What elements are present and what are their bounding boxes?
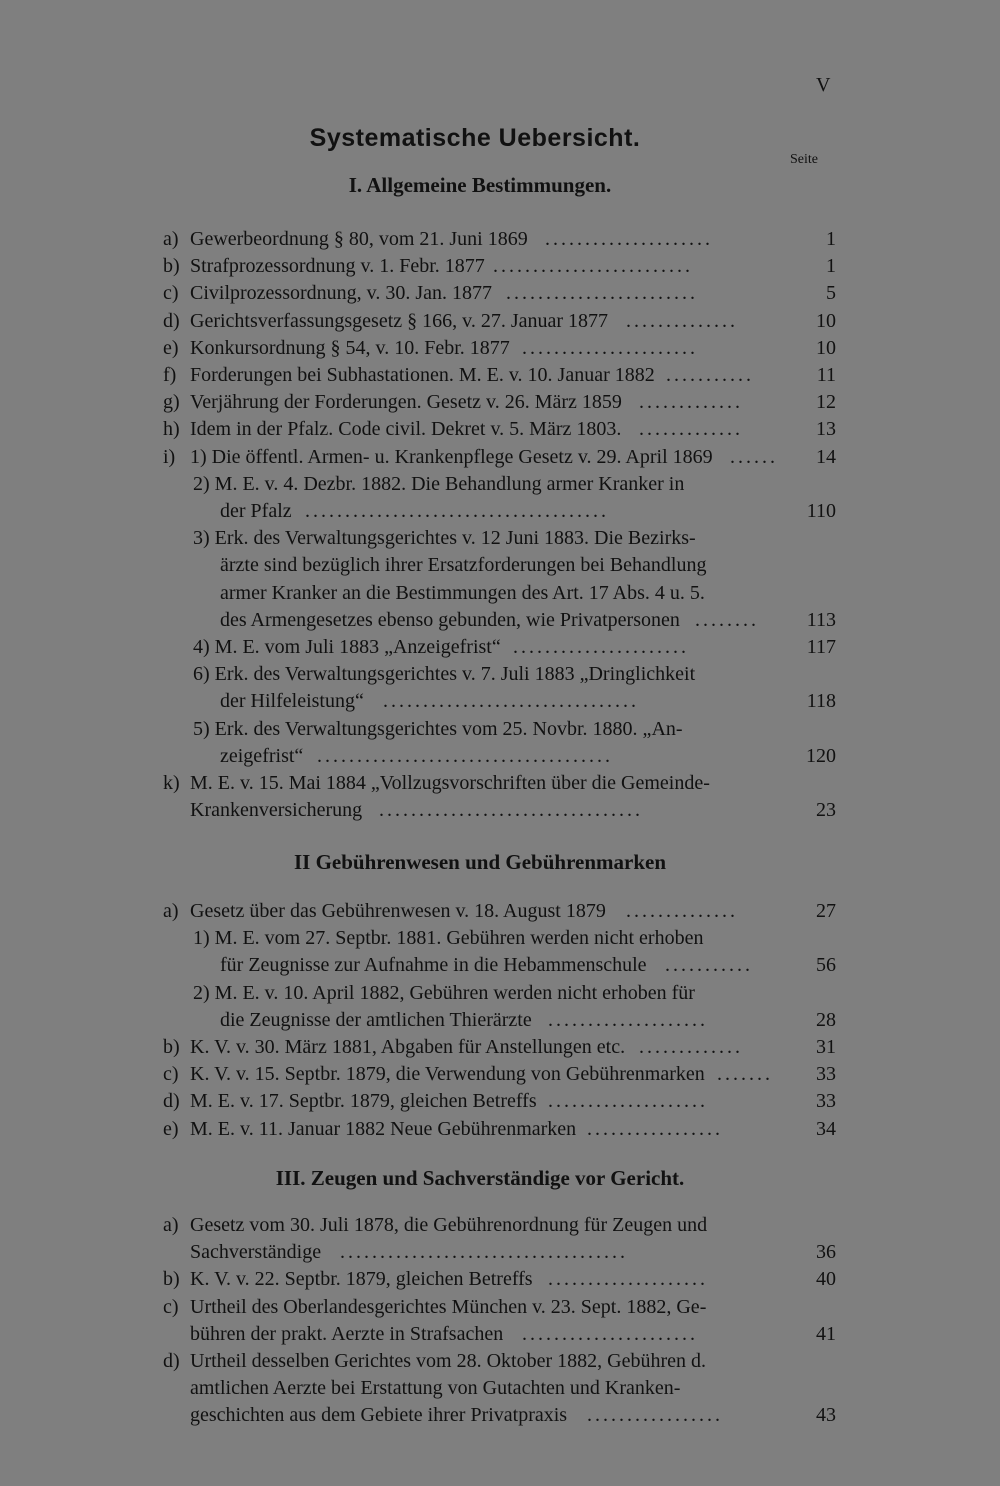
entry-text: Gewerbeordnung § 80, vom 21. Juni 1869: [190, 228, 528, 250]
toc-entry: [163, 980, 838, 1007]
entry-text: Verjährung der Forderungen. Gesetz v. 26. März 1859: [190, 391, 622, 414]
leader-dots: ....................................: [340, 1241, 628, 1264]
entry-text: K. V. v. 30. März 1881, Abgaben für Anstellungen etc.: [190, 1036, 626, 1058]
toc-entry: [163, 362, 838, 389]
toc-entry: [163, 1034, 838, 1061]
entry-text: des Armengesetzes ebenso gebunden, wie Privatpersonen: [220, 608, 680, 631]
entry-text: 2) M. E. v. 10. April 1882, Gebühren werden nicht erhoben für: [193, 981, 695, 1004]
entry-page-number: 28: [816, 1008, 836, 1031]
entry-label: d): [163, 1090, 180, 1113]
section-heading: II Gebührenwesen und Gebührenmarken: [293, 850, 667, 874]
entry-label: f): [163, 364, 177, 386]
entry-text: 6) Erk. des Verwaltungsgerichtes v. 7. Juli 1883 „Dringlichkeit: [193, 663, 696, 686]
leader-dots: ..............: [626, 900, 738, 922]
toc-entry: [163, 416, 838, 443]
leader-dots: ......................: [522, 336, 698, 359]
entry-label: g): [163, 391, 180, 414]
leader-dots: .................: [587, 1117, 723, 1140]
leader-dots: ................................: [383, 690, 639, 713]
page-number: V: [816, 74, 831, 96]
entry-label: k): [163, 772, 180, 794]
entry-label: d): [163, 1350, 180, 1372]
entry-page-number: 36: [816, 1241, 836, 1264]
entry-page-number: 1: [826, 255, 836, 278]
entry-text: armer Kranker an die Bestimmungen des Art. 17 Abs. 4 u. 5.: [220, 581, 705, 604]
leader-dots: .....................................: [317, 744, 613, 767]
toc-entry: [163, 1007, 838, 1034]
toc-entry: [163, 226, 838, 253]
entry-page-number: 110: [806, 500, 836, 522]
toc-entry: [163, 308, 838, 335]
entry-text: Forderungen bei Subhastationen. M. E. v. 10. Januar 1882: [190, 364, 655, 386]
toc-entry: [163, 1348, 838, 1375]
toc-entry: [163, 253, 838, 280]
entry-text: amtlichen Aerzte bei Erstattung von Gutachten und Kranken-: [190, 1377, 681, 1400]
entry-text: 5) Erk. des Verwaltungsgerichtes vom 25. Novbr. 1880. „An-: [193, 717, 683, 740]
entry-text: M. E. v. 15. Mai 1884 „Vollzugsvorschriften über die Gemeinde-: [190, 772, 710, 794]
leader-dots: ....................: [548, 1090, 708, 1113]
leader-dots: .............: [639, 418, 743, 441]
entry-label: a): [163, 1214, 179, 1236]
toc-entry: [163, 661, 838, 688]
entry-page-number: 27: [816, 900, 836, 922]
entry-page-number: 14: [816, 445, 836, 468]
entry-text: zeigefrist“: [220, 744, 304, 767]
leader-dots: ......................................: [305, 500, 609, 522]
entry-page-number: 10: [816, 336, 836, 359]
entry-page-number: 40: [816, 1268, 836, 1291]
toc-entry: [163, 280, 838, 307]
entry-text: K. V. v. 15. Septbr. 1879, die Verwendung von Gebührenmarken: [190, 1063, 705, 1086]
entry-page-number: 43: [816, 1404, 836, 1427]
entry-page-number: 33: [816, 1090, 836, 1113]
entry-label: c): [163, 282, 179, 305]
section-heading: I. Allgemeine Bestimmungen.: [348, 173, 612, 197]
entry-text: 3) Erk. des Verwaltungsgerichtes v. 12 Juni 1883. Die Bezirks-: [193, 527, 696, 550]
toc-entry: [163, 1402, 838, 1429]
entry-text: Urtheil desselben Gerichtes vom 28. Oktober 1882, Gebühren d.: [190, 1350, 706, 1372]
entry-text: M. E. v. 17. Septbr. 1879, gleichen Betreffs: [190, 1090, 537, 1113]
leader-dots: .........................: [493, 255, 693, 278]
leader-dots: ......: [730, 445, 778, 468]
leader-dots: .............: [639, 391, 743, 414]
section-heading: III. Zeugen und Sachverständige vor Gericht.: [275, 1166, 685, 1190]
entry-page-number: 13: [816, 418, 836, 441]
entry-label: e): [163, 336, 179, 359]
toc-entry: [163, 716, 838, 743]
entry-text: geschichten aus dem Gebiete ihrer Privatpraxis: [190, 1404, 568, 1427]
leader-dots: ....................: [548, 1008, 708, 1031]
toc-entry: [163, 898, 838, 925]
toc-entry: [163, 1294, 838, 1321]
entry-text: Civilprozessordnung, v. 30. Jan. 1877: [190, 282, 493, 305]
entry-page-number: 118: [806, 690, 836, 713]
entry-label: b): [163, 255, 180, 278]
entry-text: 1) Die öffentl. Armen- u. Krankenpflege Gesetz v. 29. April 1869: [190, 445, 713, 468]
entry-text: Urtheil des Oberlandesgerichtes München v. 23. Sept. 1882, Ge-: [190, 1295, 707, 1318]
entry-label: h): [163, 418, 180, 441]
entry-text: K. V. v. 22. Septbr. 1879, gleichen Betreffs: [190, 1268, 533, 1291]
entry-text: der Hilfeleistung“: [220, 690, 364, 713]
entry-text: 4) M. E. vom Juli 1883 „Anzeigefrist“: [193, 636, 501, 658]
toc-entry: [163, 1116, 838, 1143]
toc-entry: [163, 1212, 838, 1239]
page-title: Systematische Uebersicht.: [309, 124, 641, 152]
entry-page-number: 120: [806, 744, 836, 767]
entry-label: d): [163, 309, 180, 332]
entry-text: Idem in der Pfalz. Code civil. Dekret v. 5. März 1803.: [190, 418, 622, 441]
entry-text: Strafprozessordnung v. 1. Febr. 1877: [190, 255, 485, 278]
entry-text: 1) M. E. vom 27. Septbr. 1881. Gebühren werden nicht erhoben: [193, 927, 704, 950]
entry-text: M. E. v. 11. Januar 1882 Neue Gebührenmarken: [190, 1117, 577, 1140]
leader-dots: ........................: [506, 282, 698, 305]
entry-page-number: 41: [816, 1322, 836, 1345]
entry-label: c): [163, 1063, 179, 1086]
entry-page-number: 117: [806, 636, 836, 658]
toc-entry: [163, 952, 838, 979]
toc-entry: [163, 1239, 838, 1266]
entry-text: die Zeugnisse der amtlichen Thierärzte: [220, 1008, 532, 1031]
toc-entry: [163, 444, 838, 471]
entry-text: 2) M. E. v. 4. Dezbr. 1882. Die Behandlung armer Kranker in: [193, 472, 685, 495]
entry-text: für Zeugnisse zur Aufnahme in die Hebammenschule: [220, 954, 647, 977]
entry-text: Konkursordnung § 54, v. 10. Febr. 1877: [190, 336, 510, 359]
entry-label: c): [163, 1295, 179, 1318]
entry-page-number: 56: [816, 954, 836, 977]
toc-entry: [163, 471, 838, 498]
leader-dots: .................: [587, 1404, 723, 1427]
entry-label: e): [163, 1117, 179, 1140]
toc-entry: [163, 580, 838, 607]
leader-dots: ....................: [548, 1268, 708, 1291]
entry-page-number: 31: [816, 1036, 836, 1058]
leader-dots: .................................: [379, 799, 643, 822]
leader-dots: .....................: [545, 228, 713, 250]
entry-text: ärzte sind bezüglich ihrer Ersatzforderungen bei Behandlung: [220, 554, 707, 577]
toc-entry: [163, 797, 838, 824]
toc-entry: [163, 1061, 838, 1088]
entry-page-number: 33: [816, 1063, 836, 1086]
entry-text: der Pfalz: [220, 500, 292, 522]
entry-page-number: 12: [816, 391, 836, 414]
entry-label: a): [163, 228, 179, 250]
toc-entry: [163, 770, 838, 797]
entry-page-number: 113: [806, 608, 836, 631]
toc-entry: [163, 1321, 838, 1348]
leader-dots: ......................: [513, 636, 689, 658]
entry-page-number: 10: [816, 309, 836, 332]
toc-entry: [163, 498, 838, 525]
leader-dots: ...........: [666, 364, 754, 386]
entry-label: i): [163, 445, 176, 468]
entry-text: Sachverständige: [190, 1241, 322, 1264]
entry-page-number: 23: [816, 799, 836, 822]
toc-entry: [163, 552, 838, 579]
toc-entry: [163, 607, 838, 634]
leader-dots: ..............: [626, 309, 738, 332]
entry-text: Gesetz vom 30. Juli 1878, die Gebührenordnung für Zeugen und: [190, 1214, 708, 1236]
entry-text: Krankenversicherung: [190, 799, 363, 822]
leader-dots: ........: [695, 608, 759, 631]
toc-entry: [163, 389, 838, 416]
entry-label: a): [163, 900, 179, 922]
toc-entry: [163, 634, 838, 661]
leader-dots: ......................: [522, 1322, 698, 1345]
toc-entry: [163, 743, 838, 770]
entry-page-number: 5: [826, 282, 836, 305]
toc-entry: [163, 925, 838, 952]
entry-label: b): [163, 1268, 180, 1291]
entry-label: b): [163, 1036, 180, 1058]
entry-page-number: 34: [816, 1117, 836, 1140]
toc-entry: [163, 1266, 838, 1293]
toc-entry: [163, 525, 838, 552]
toc-entry: [163, 1375, 838, 1402]
entry-page-number: 11: [816, 364, 836, 386]
entry-page-number: 1: [826, 228, 836, 250]
page-column-header: Seite: [790, 152, 818, 167]
leader-dots: .......: [717, 1063, 773, 1086]
toc-entry: [163, 688, 838, 715]
entry-text: Gesetz über das Gebührenwesen v. 18. August 1879: [190, 900, 606, 922]
leader-dots: ...........: [665, 954, 753, 977]
entry-text: bühren der prakt. Aerzte in Strafsachen: [190, 1322, 504, 1345]
toc-entry: [163, 335, 838, 362]
toc-entry: [163, 1088, 838, 1115]
entry-text: Gerichtsverfassungsgesetz § 166, v. 27. Januar 1877: [190, 309, 609, 332]
leader-dots: .............: [639, 1036, 743, 1058]
